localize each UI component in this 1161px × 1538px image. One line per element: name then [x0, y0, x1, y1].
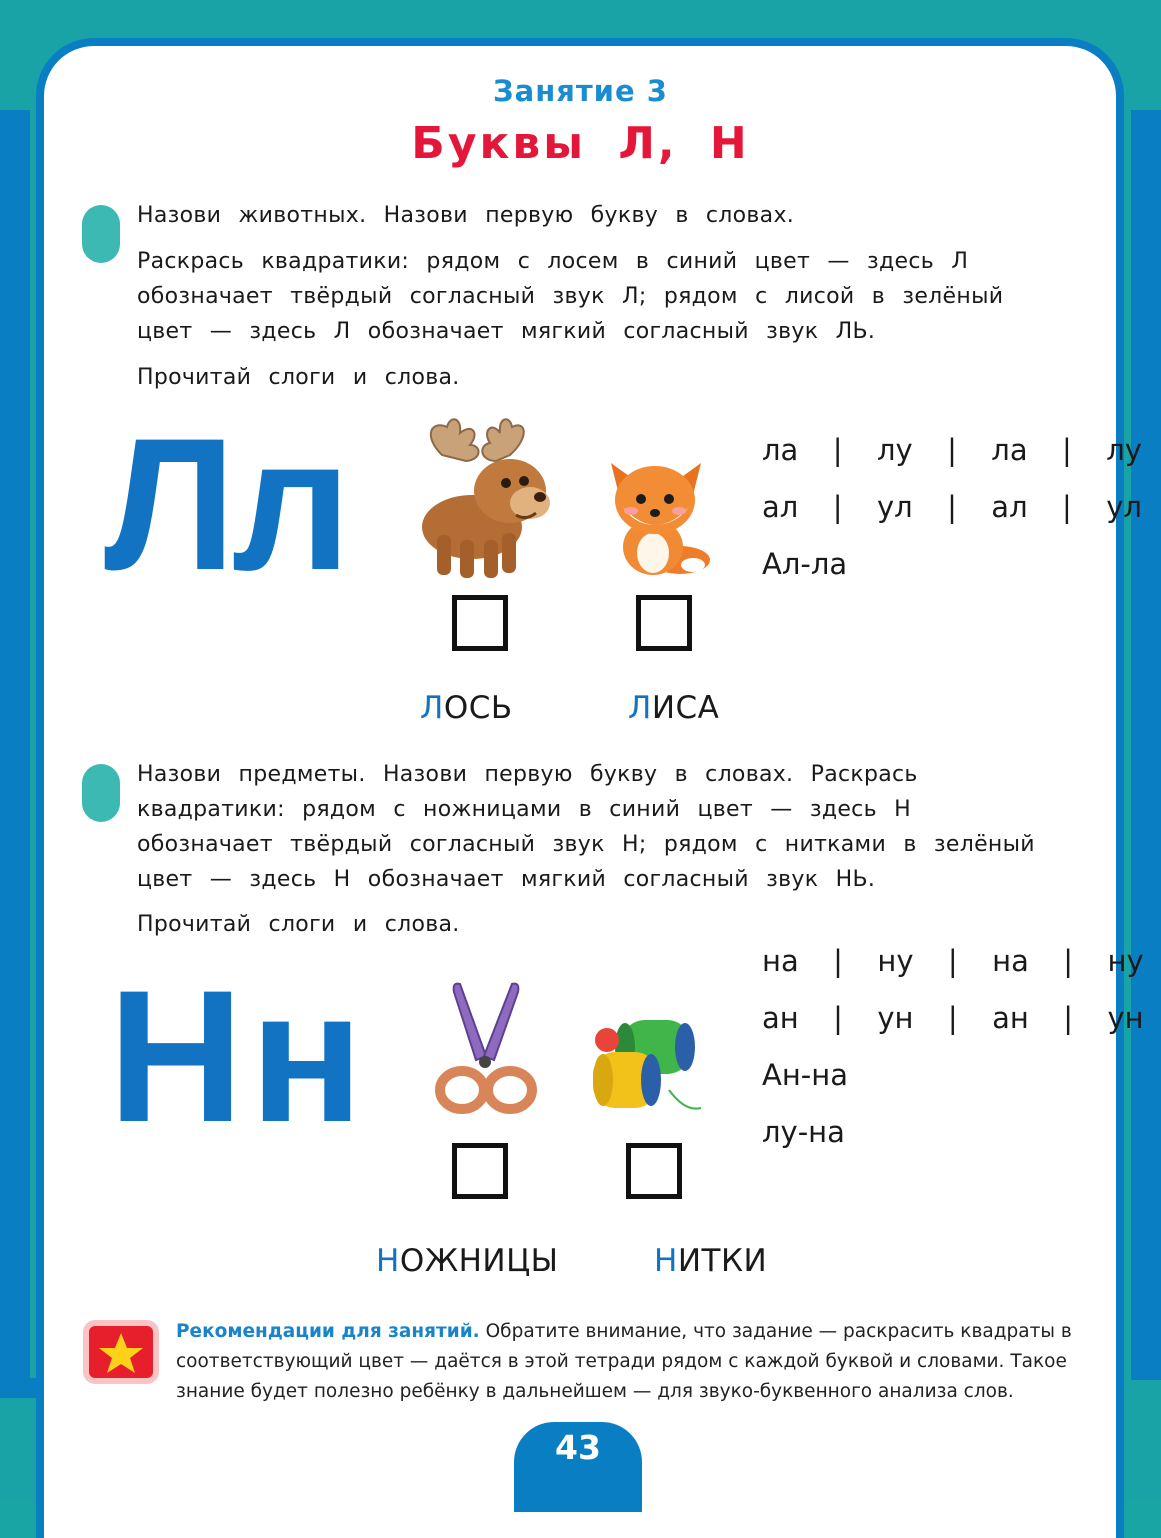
letter-l-display: Лл	[104, 399, 348, 609]
color-box-moose[interactable]	[452, 595, 508, 651]
star-icon	[97, 1331, 145, 1375]
left-border-band	[0, 110, 30, 1380]
syllable-line: ла | лу | ла | лу	[762, 433, 1142, 467]
right-border-band	[1131, 110, 1161, 1380]
task1-read-instruction: Прочитай слоги и слова.	[137, 365, 460, 390]
page-title: Буквы Л, Н	[411, 118, 750, 169]
recommendation-badge	[83, 1320, 159, 1384]
task1-instruction: Назови животных. Назови первую букву в словах.	[137, 203, 795, 228]
word-threads	[654, 1243, 767, 1279]
task-bullet-1	[82, 205, 120, 263]
word-fox-first-letter: Л	[628, 690, 652, 726]
word-fox-rest: ИСА	[651, 690, 720, 726]
color-box-threads[interactable]	[626, 1143, 682, 1199]
color-box-fox[interactable]	[636, 595, 692, 651]
task-bullet-2	[82, 764, 120, 822]
moose-picture	[402, 415, 562, 580]
word-scissors	[376, 1243, 559, 1279]
page-number: 43	[555, 1428, 601, 1467]
syllable-line: Ан-на	[762, 1058, 848, 1092]
word-moose-first-letter: Л	[420, 690, 444, 726]
word-threads-first-letter: Н	[654, 1243, 678, 1279]
recommendation-text	[176, 1317, 1096, 1407]
syllable-line: лу-на	[762, 1115, 845, 1149]
word-moose-rest: ОСЬ	[443, 690, 513, 726]
word-scissors-first-letter: Н	[376, 1243, 400, 1279]
threads-picture	[585, 1012, 705, 1124]
syllable-line: ал | ул | ал | ул	[762, 490, 1142, 524]
word-fox	[628, 690, 719, 726]
lesson-label: Занятие 3	[493, 74, 668, 108]
recommendation-body: Обратите внимание, что задание — раскрасить квадраты в соответствующий цвет — даётся в этой тетради рядом с каждой буквой и словами. Такое знание будет полезно ребёнку в дальнейшем — для звуко-буквенного анализа слов.	[176, 1321, 1072, 1402]
task2-instruction: Назови предметы. Назови первую букву в словах. Раскрась квадратики: рядом с ножницами в синий цвет — здесь Н обозначает твёрдый согласный звук Н; рядом с нитками в зелёный цвет — здесь Н обозначает мягкий согласный звук НЬ.	[137, 762, 1035, 892]
syllable-line: ан | ун | ан | ун	[762, 1001, 1144, 1035]
letter-n-display: Нн	[108, 951, 370, 1161]
task2-read-instruction: Прочитай слоги и слова.	[137, 912, 460, 937]
scissors-picture	[432, 978, 537, 1118]
word-moose	[420, 690, 513, 726]
recommendation-title: Рекомендации для занятий.	[176, 1321, 480, 1342]
fox-picture	[605, 455, 715, 577]
word-scissors-rest: ОЖНИЦЫ	[399, 1243, 559, 1279]
task1-coloring-instruction: Раскрась квадратики: рядом с лосем в синий цвет — здесь Л обозначает твёрдый согласный звук Л; рядом с лисой в зелёный цвет — здесь Л обозначает мягкий согласный звук ЛЬ.	[137, 249, 1004, 344]
word-threads-rest: ИТКИ	[677, 1243, 768, 1279]
syllable-line: Ал-ла	[762, 547, 848, 581]
color-box-scissors[interactable]	[452, 1143, 508, 1199]
syllable-line: на | ну | на | ну	[762, 944, 1144, 978]
